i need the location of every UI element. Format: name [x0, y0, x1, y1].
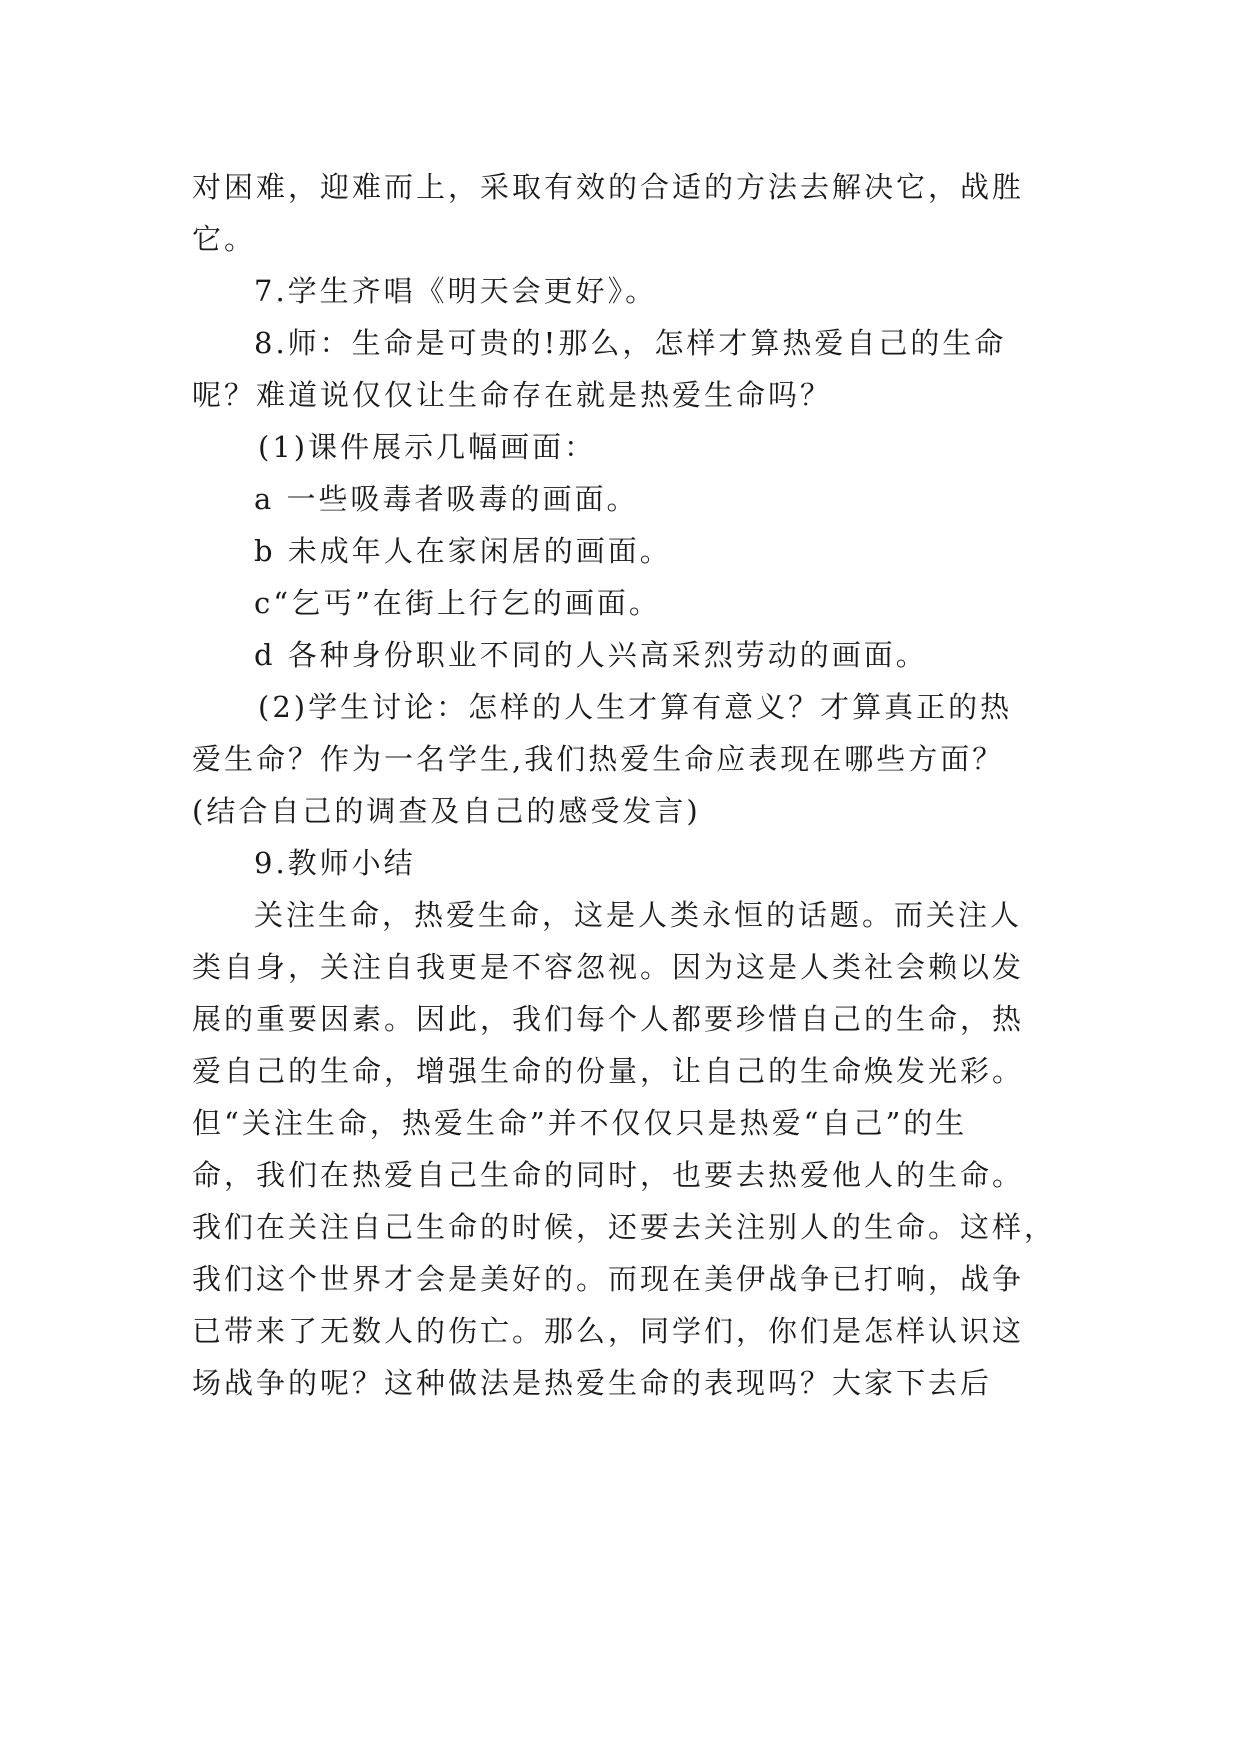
text-line: 关注生命，热爱生命，这是人类永恒的话题。而关注人	[254, 898, 1023, 932]
text-line: 爱生命？作为一名学生,我们热爱生命应表现在哪些方面？	[192, 742, 1005, 776]
text-line: 8.师：生命是可贵的!那么，怎样才算热爱自己的生命	[254, 326, 1007, 360]
text-line: 场战争的呢？这种做法是热爱生命的表现吗？大家下去后	[192, 1366, 993, 1400]
text-line: 类自身，关注自我更是不容忽视。因为这是人类社会赖以发	[192, 950, 1025, 984]
text-line: 对困难，迎难而上，采取有效的合适的方法去解决它，战胜	[192, 170, 1025, 204]
text-line: 命，我们在热爱自己生命的同时，也要去热爱他人的生命。	[192, 1158, 1025, 1192]
text-line: 9.教师小结	[254, 846, 416, 880]
text-line: b 未成年人在家闲居的画面。	[254, 534, 672, 568]
text-line: (1)课件展示几幅画面：	[258, 430, 597, 464]
text-line: 展的重要因素。因此，我们每个人都要珍惜自己的生命，热	[192, 1002, 1025, 1036]
text-line: 已带来了无数人的伤亡。那么，同学们，你们是怎样认识这	[192, 1314, 1025, 1348]
text-line: 它。	[192, 222, 257, 256]
text-line: 呢？难道说仅仅让生命存在就是热爱生命吗？	[192, 378, 833, 412]
text-line: (2)学生讨论：怎样的人生才算有意义？才算真正的热	[258, 690, 1013, 724]
text-line: 我们在关注自己生命的时候，还要去关注别人的生命。这样，	[192, 1210, 1057, 1244]
text-line: c“乞丐”在街上行乞的画面。	[254, 586, 661, 620]
text-line: 爱自己的生命，增强生命的份量，让自己的生命焕发光彩。	[192, 1054, 1025, 1088]
text-line: a 一些吸毒者吸毒的画面。	[254, 482, 639, 516]
text-line: 但“关注生命，热爱生命”并不仅仅只是热爱“自己”的生	[192, 1106, 968, 1140]
text-line: 我们这个世界才会是美好的。而现在美伊战争已打响，战争	[192, 1262, 1025, 1296]
text-line: d 各种身份职业不同的人兴高采烈劳动的画面。	[254, 638, 928, 672]
text-line: 7.学生齐唱《明天会更好》。	[254, 274, 658, 308]
text-line: (结合自己的调查及自己的感受发言)	[192, 794, 701, 828]
